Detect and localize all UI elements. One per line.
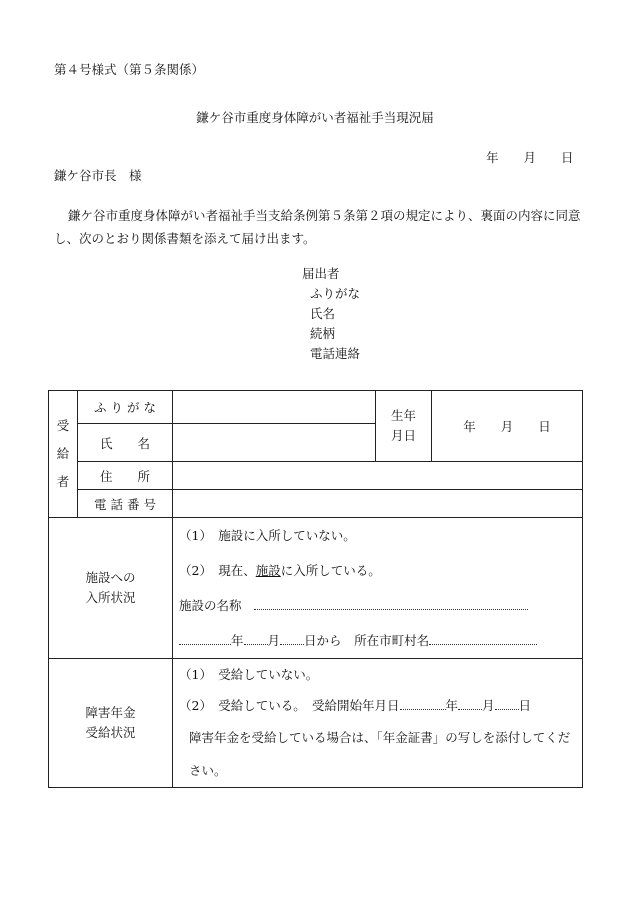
furigana-field[interactable] <box>173 391 376 424</box>
submission-date[interactable]: 年 月 日 <box>486 150 574 165</box>
facility-location-field[interactable] <box>429 630 537 645</box>
addressee: 鎌ケ谷市長 様 <box>54 168 142 183</box>
pension-note: 障害年金を受給している場合は、「年金証書」の写しを添付してください。 <box>189 730 571 778</box>
pension-option-not-receiving[interactable]: （1） 受給していない。 <box>179 667 319 682</box>
admission-year-field[interactable] <box>179 630 231 645</box>
facility-admission-row: 年 月 日から 所在市町村名 <box>179 623 576 658</box>
facility-option-admitted[interactable]: （2） 現在、施設に入所している。 <box>179 563 381 578</box>
dob-field[interactable]: 年 月 日 <box>432 391 583 462</box>
name-field[interactable] <box>173 424 376 462</box>
dob-label: 生年 月日 <box>376 391 432 462</box>
phone-field[interactable] <box>173 490 583 518</box>
facility-name-field[interactable] <box>254 595 528 610</box>
applicant-phone-label: 電話連絡 <box>310 346 361 361</box>
applicant-name-label: 氏名 <box>310 306 336 321</box>
recipient-label: 受 給 者 <box>49 391 78 518</box>
admission-day-field[interactable] <box>280 630 304 645</box>
admission-month-field[interactable] <box>244 630 268 645</box>
phone-label: 電 話 番 号 <box>78 490 173 518</box>
address-field[interactable] <box>173 462 583 490</box>
facility-name-label: 施設の名称 <box>179 598 242 613</box>
pension-status-field[interactable] <box>173 659 583 788</box>
applicant-furigana-label: ふりがな <box>310 286 361 301</box>
pension-status-label: 障害年金 受給状況 <box>49 659 173 788</box>
document-title: 鎌ケ谷市重度身体障がい者福祉手当現況届 <box>196 110 434 125</box>
applicant-relation-label: 続柄 <box>310 326 336 341</box>
facility-status-field[interactable] <box>173 518 583 659</box>
furigana-label: ふ り が な <box>78 391 173 424</box>
recipient-form-table <box>48 390 583 788</box>
name-label: 氏 名 <box>78 424 173 462</box>
form-number: 第４号様式（第５条関係） <box>54 62 205 77</box>
facility-status-label: 施設への 入所状況 <box>49 518 173 659</box>
pension-start-month-field[interactable] <box>458 695 482 710</box>
applicant-title: 届出者 <box>302 266 340 281</box>
facility-option-not-admitted[interactable]: （1） 施設に入所していない。 <box>179 528 356 543</box>
address-label: 住 所 <box>78 462 173 490</box>
applicant-block <box>302 264 360 364</box>
declaration-text: 鎌ケ谷市重度身体障がい者福祉手当支給条例第５条第２項の規定により、裏面の内容に同意し、次のとおり関係書類を添えて届け出ます。 <box>54 208 581 246</box>
pension-start-year-field[interactable] <box>400 695 446 710</box>
pension-start-day-field[interactable] <box>495 695 519 710</box>
facility-name-row <box>179 588 576 623</box>
pension-option-receiving[interactable]: （2） 受給している。 受給開始年月日 年 月 日 <box>179 690 576 721</box>
